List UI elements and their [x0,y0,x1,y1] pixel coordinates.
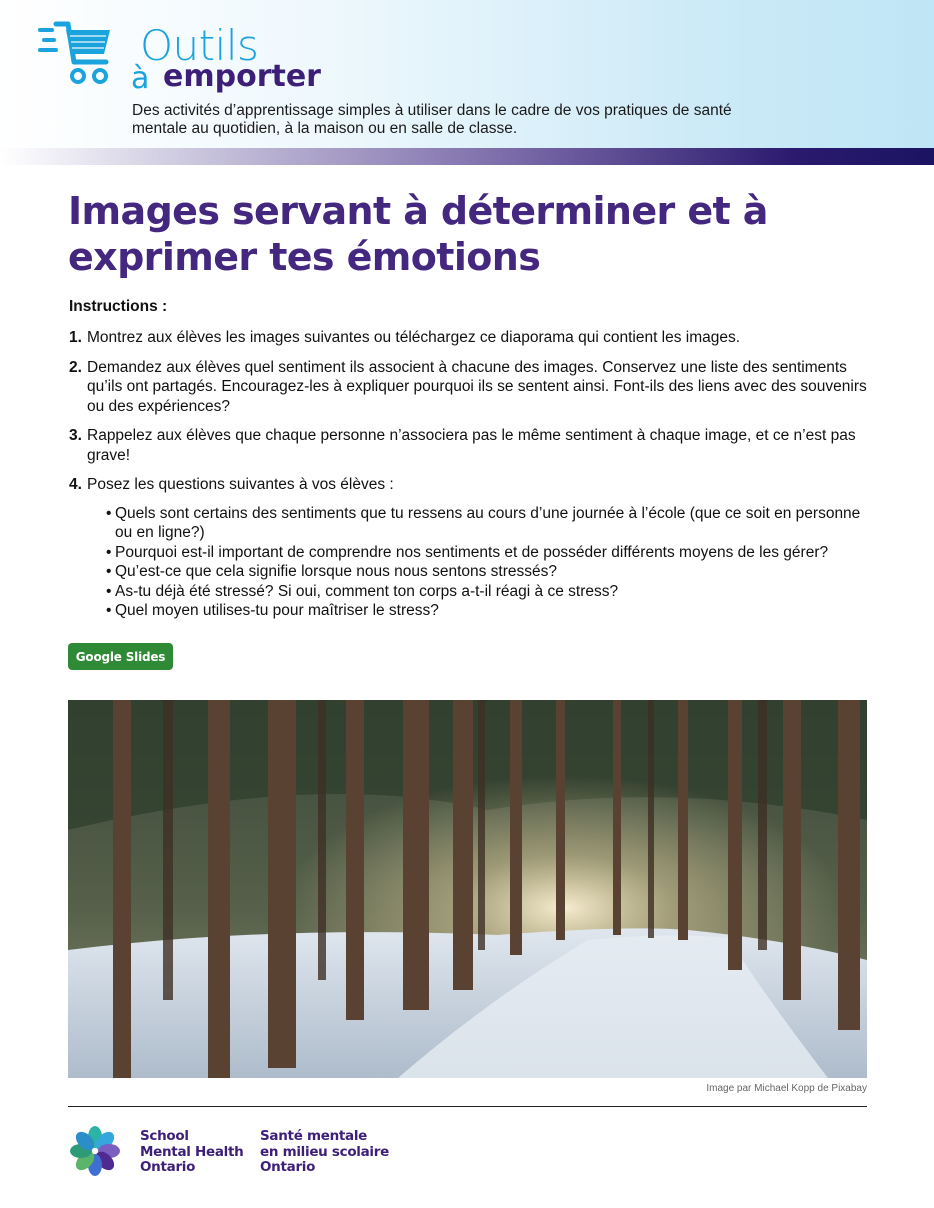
smho-flower-logo-icon [68,1124,122,1178]
step-item [69,358,869,417]
org-name-english: School Mental Health Ontario [140,1128,244,1175]
winter-forest-photo [68,700,867,1078]
brand-a: à [131,61,150,96]
step-item [69,475,869,621]
header-banner [0,0,934,148]
step-number: 4. [69,476,82,493]
step-item [69,426,869,465]
shopping-cart-icon [38,18,112,90]
brand-emporter: emporter [163,59,321,94]
question-item: • Quel moyen utilises-tu pour maîtriser le stress? [106,601,869,621]
question-item: • As-tu déjà été stressé? Si oui, comment ton corps a-t-il réagi à ce stress? [106,582,869,602]
image-credit: Image par Michael Kopp de Pixabay [706,1083,867,1094]
step-text: Montrez aux élèves les images suivantes ou téléchargez ce diaporama qui contient les images. [87,329,741,346]
step-text: Posez les questions suivantes à vos élèves : [87,476,394,493]
instructions-label: Instructions : [69,298,168,315]
org-name-french: Santé mentale en milieu scolaire Ontario [260,1128,389,1175]
page-title: Images servant à déterminer et à exprimer tes émotions [68,189,768,279]
brand-outils: Outils [140,21,259,70]
question-item: • Pourquoi est-il important de comprendre nos sentiments et de posséder différents moyens de les gérer? [106,543,869,563]
step-number: 2. [69,358,82,376]
instruction-steps [69,328,869,631]
footer-divider [68,1106,867,1107]
question-item: • Quels sont certains des sentiments que tu ressens au cours d’une journée à l’école (que ce soit en personne ou en ligne?) [106,504,869,543]
tagline: Des activités d’apprentissage simples à utiliser dans le cadre de vos pratiques de santé mentale au quotidien, à la maison ou en salle de classe. [132,102,732,137]
google-slides-button[interactable]: Google Slides [68,643,173,670]
step-item [69,328,869,348]
header-gradient-bar [0,148,934,165]
question-list [87,504,869,621]
step-text: Rappelez aux élèves que chaque personne n’associera pas le même sentiment à chaque image, et ce n’est pas grave! [87,427,856,464]
step-number: 1. [69,329,82,346]
step-number: 3. [69,427,82,444]
step-text: Demandez aux élèves quel sentiment ils associent à chacune des images. Conservez une liste des sentiments qu’ils ont partagés. Encouragez-les à expliquer pourquoi ils se sentent ainsi. Font-ils des liens avec des souvenirs ou des expériences? [87,358,867,415]
question-item: • Qu’est-ce que cela signifie lorsque nous nous sentons stressés? [106,562,869,582]
